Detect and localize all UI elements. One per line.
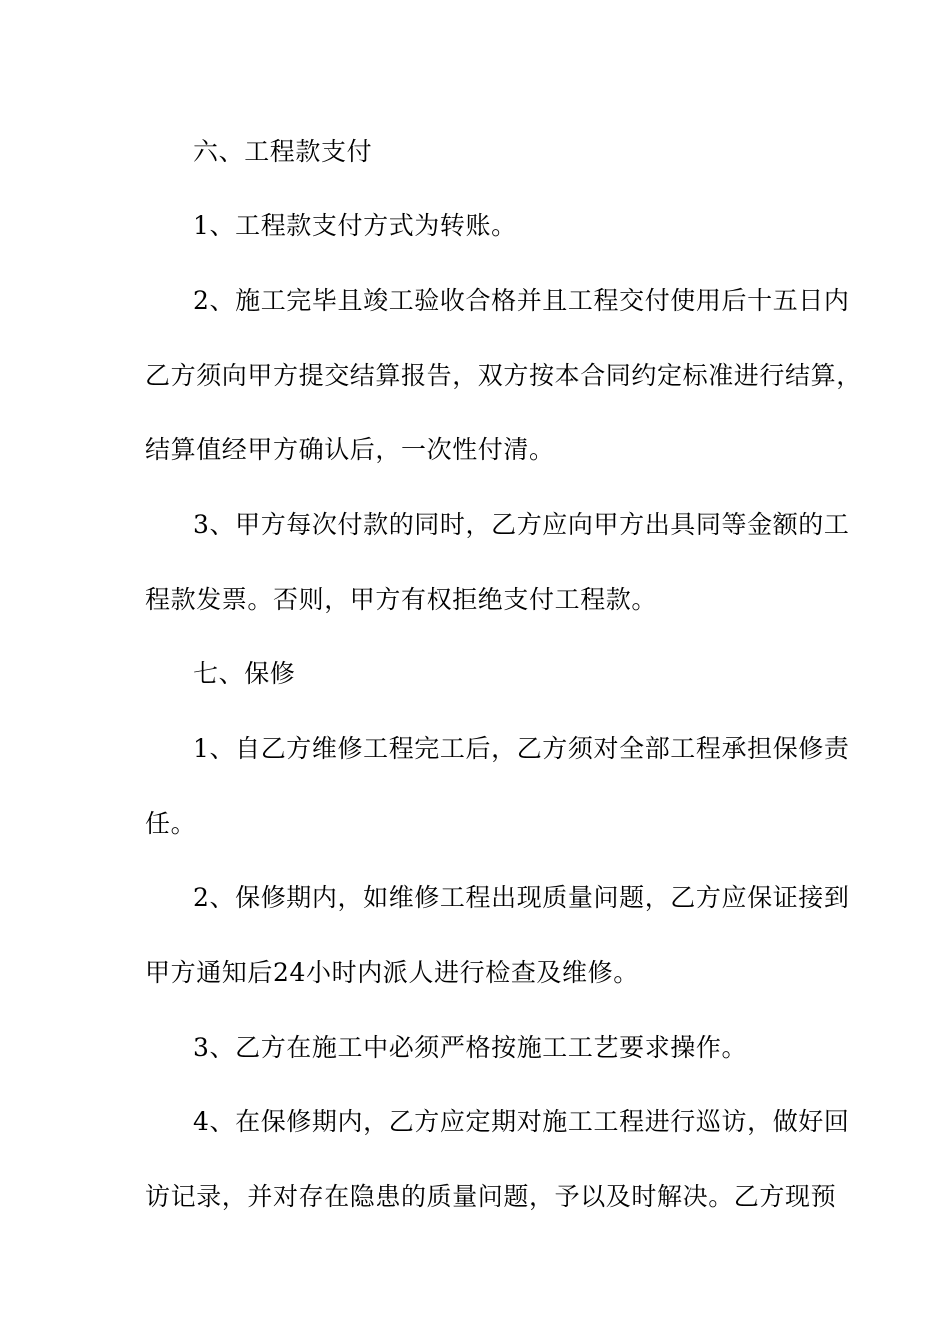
paragraph-line: 访记录，并对存在隐患的质量问题，予以及时解决。乙方现预 bbox=[145, 1182, 837, 1211]
paragraph-line: 4、在保修期内，乙方应定期对施工工程进行巡访，做好回 bbox=[193, 1107, 850, 1136]
paragraph-line: 3、乙方在施工中必须严格按施工工艺要求操作。 bbox=[193, 1033, 748, 1062]
section-heading-payment: 六、工程款支付 bbox=[193, 137, 373, 166]
section-heading-warranty: 七、保修 bbox=[193, 659, 296, 688]
paragraph-line: 甲方通知后24小时内派人进行检查及维修。 bbox=[145, 958, 639, 987]
paragraph-line: 2、保修期内，如维修工程出现质量问题，乙方应保证接到 bbox=[193, 883, 850, 912]
paragraph-line: 任。 bbox=[145, 809, 197, 838]
paragraph-line: 3、甲方每次付款的同时，乙方应向甲方出具同等金额的工 bbox=[193, 510, 850, 539]
paragraph-line: 程款发票。否则，甲方有权拒绝支付工程款。 bbox=[145, 585, 658, 614]
paragraph-line: 2、施工完毕且竣工验收合格并且工程交付使用后十五日内 bbox=[193, 286, 850, 315]
paragraph-line: 1、自乙方维修工程完工后，乙方须对全部工程承担保修责 bbox=[193, 734, 850, 763]
paragraph-line: 1、工程款支付方式为转账。 bbox=[193, 211, 517, 240]
paragraph-line: 乙方须向甲方提交结算报告，双方按本合同约定标准进行结算， bbox=[145, 361, 862, 390]
paragraph-line: 结算值经甲方确认后，一次性付清。 bbox=[145, 435, 555, 464]
